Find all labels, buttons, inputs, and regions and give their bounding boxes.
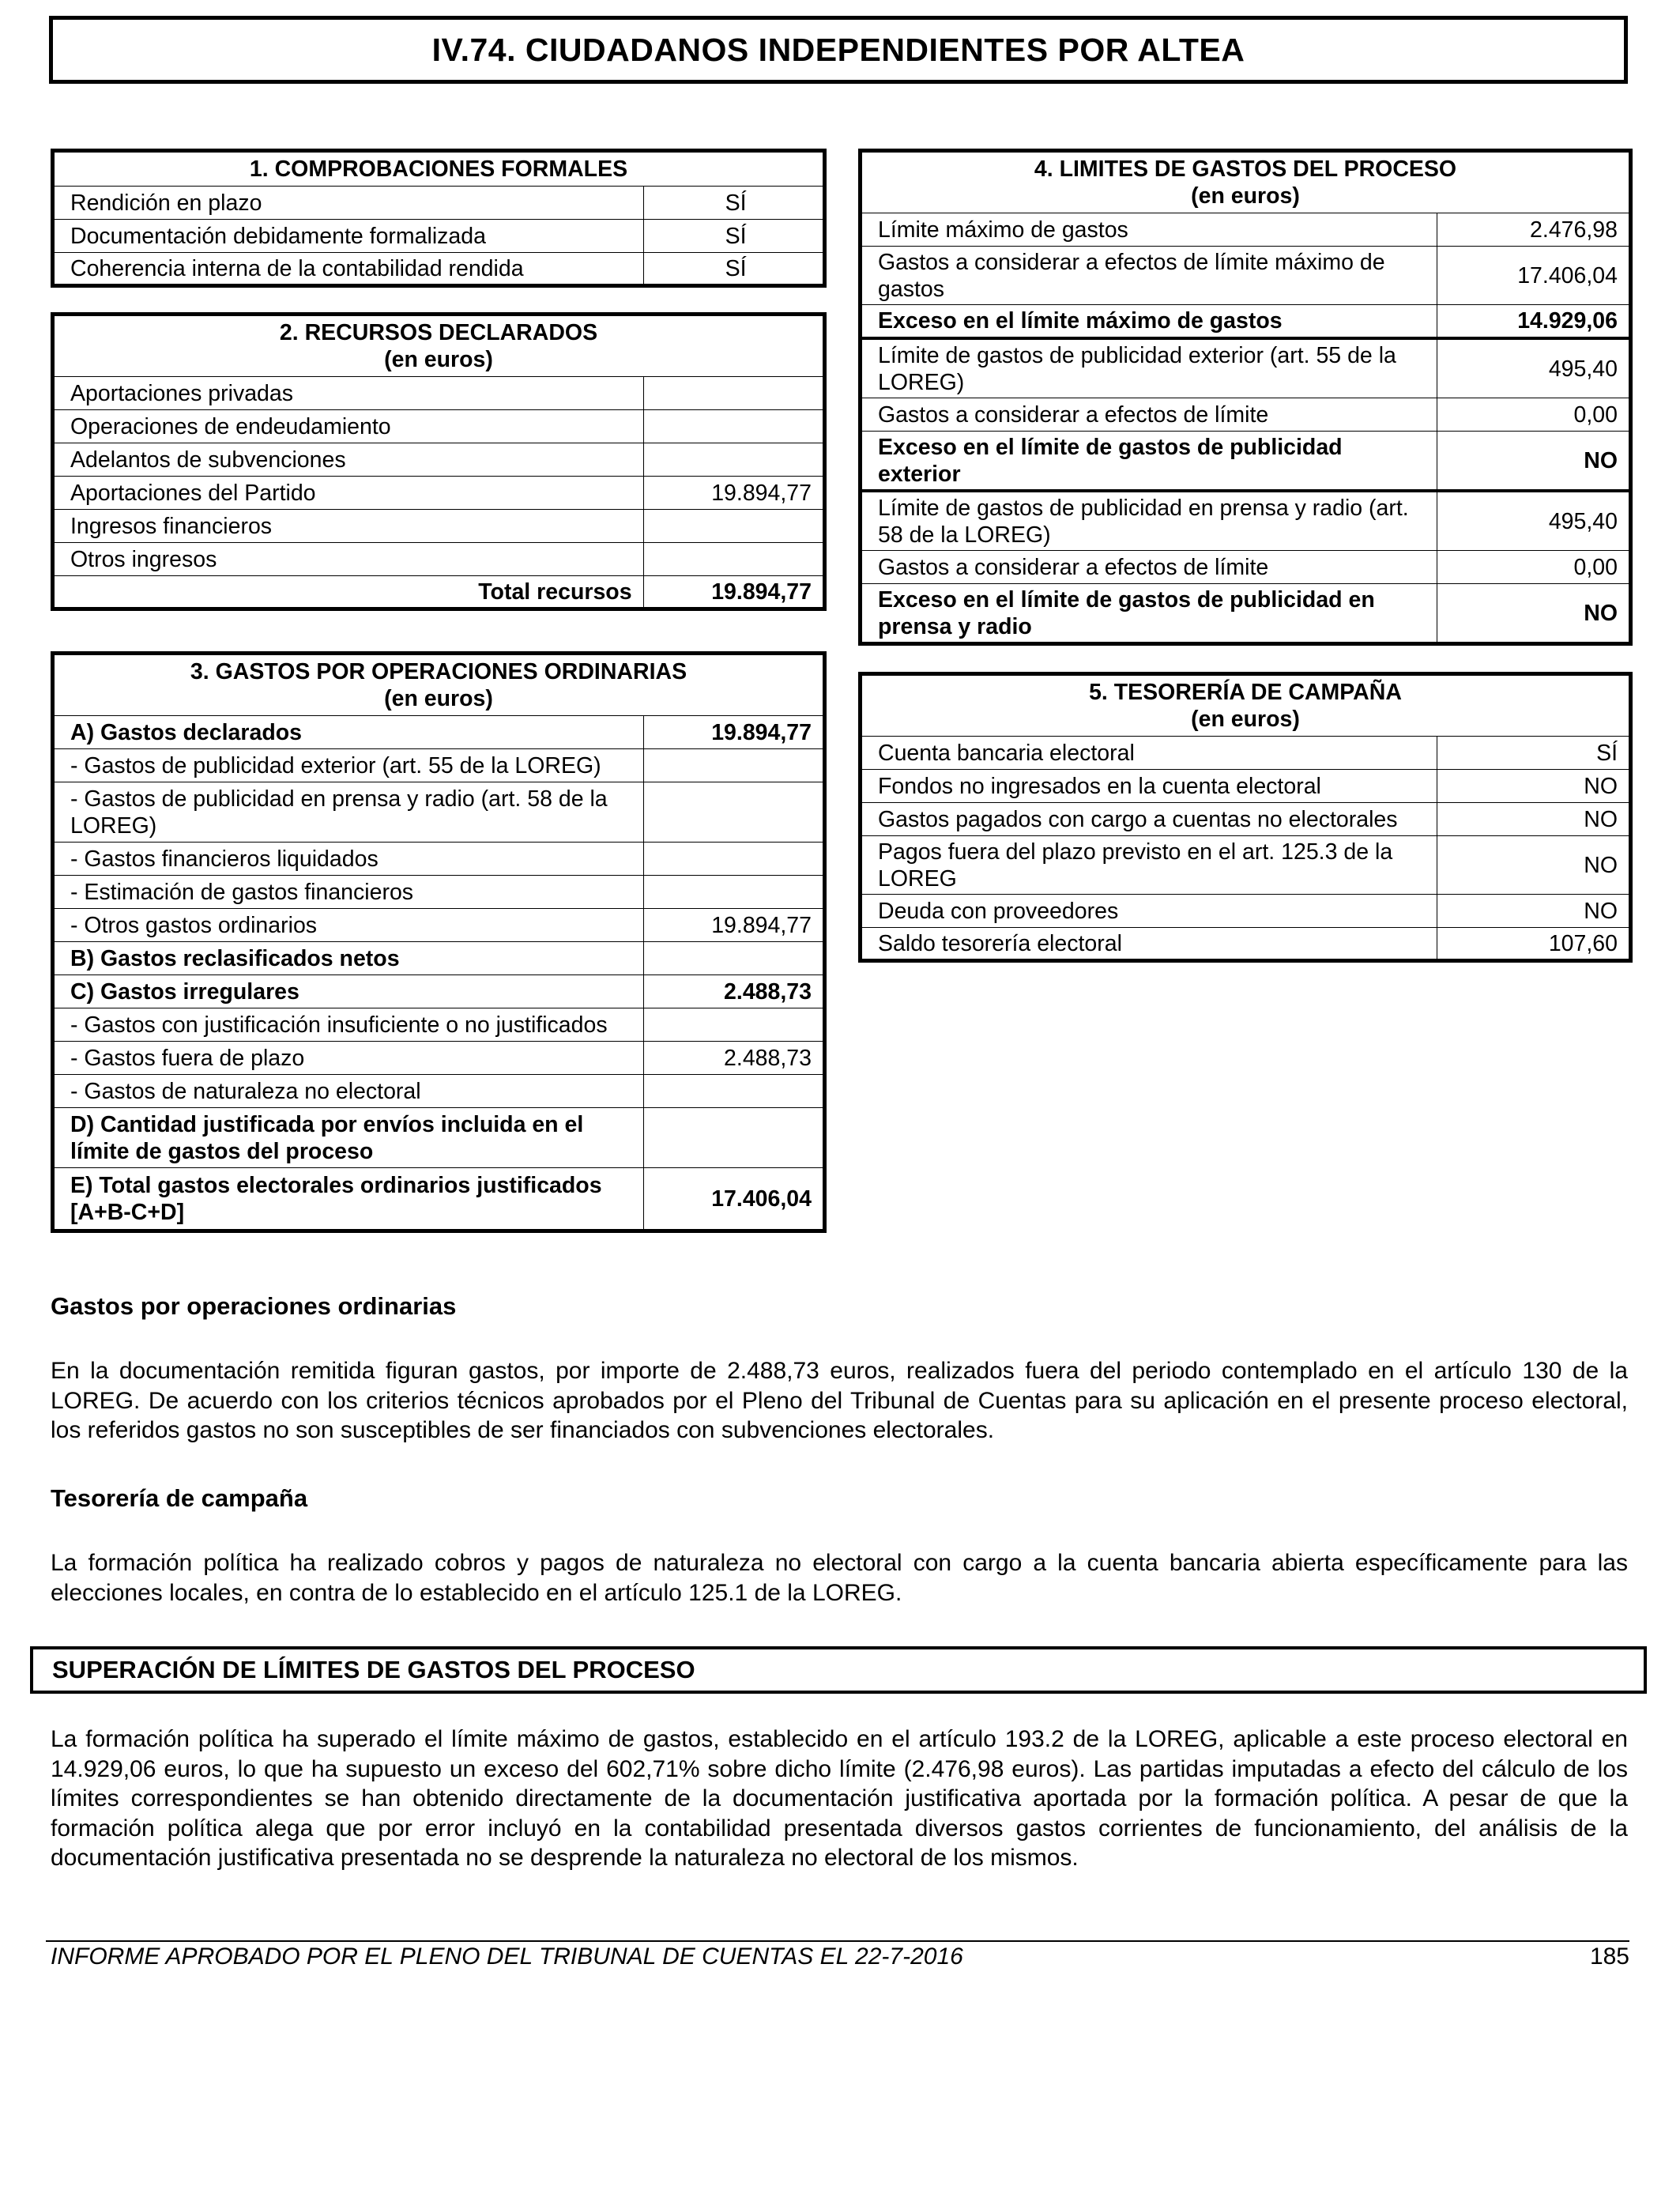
table-row: A) Gastos declarados 19.894,77 (53, 716, 825, 749)
table-row: Ingresos financieros (53, 510, 825, 543)
table-row: Pagos fuera del plazo previsto en el art. 125.3 de la LOREG NO (861, 836, 1631, 895)
table-row: D) Cantidad justificada por envíos incluida en el límite de gastos del proceso (53, 1108, 825, 1168)
table-row: B) Gastos reclasificados netos (53, 942, 825, 975)
table-row: - Estimación de gastos financieros (53, 876, 825, 909)
table-row: - Gastos con justificación insuficiente o no justificados (53, 1008, 825, 1042)
table-row: Gastos a considerar a efectos de límite 0,00 (861, 398, 1631, 431)
table-row: - Gastos de publicidad en prensa y radio (art. 58 de la LOREG) (53, 782, 825, 843)
expense-limits-table (858, 149, 1633, 646)
formal-checks-table (51, 149, 827, 288)
table-row: - Gastos de naturaleza no electoral (53, 1075, 825, 1108)
paragraph-limits-exceeded: La formación política ha superado el límite máximo de gastos, establecido en el artículo 193.2 de la LOREG, aplicable a este proceso electoral en 14.929,06 euros, lo que ha supuesto un exceso del 602,71% sobre dicho límite (2.476,98 euros). Las partidas imputadas a efecto del cálculo de los límites correspondientes se han obtenido directamente de la documentación justificativa aportada por la formación política. A pesar de que la formación política alega que por error incluyó en la contabilidad presentada diversos gastos corrientes de funcionamiento, del análisis de la documentación justificativa presentada no se desprende la naturaleza no electoral de los mismos. (51, 1726, 1628, 1871)
table-row: C) Gastos irregulares 2.488,73 (53, 975, 825, 1008)
table-title: 3. GASTOS POR OPERACIONES ORDINARIAS (en euros) (53, 654, 825, 716)
table-row: Límite de gastos de publicidad en prensa y radio (art. 58 de la LOREG) 495,40 (861, 491, 1631, 551)
table-row: Límite máximo de gastos 2.476,98 (861, 213, 1631, 247)
table-title: 1. COMPROBACIONES FORMALES (53, 151, 825, 187)
table-row: Aportaciones del Partido 19.894,77 (53, 477, 825, 510)
heading-campaign-treasury: Tesorería de campaña (51, 1484, 308, 1512)
table-row: Rendición en plazo SÍ (53, 187, 825, 220)
table-row: Adelantos de subvenciones (53, 443, 825, 477)
table-row: Otros ingresos (53, 543, 825, 576)
page-title: IV.74. CIUDADANOS INDEPENDIENTES POR ALTEA (49, 16, 1628, 84)
table-row: Saldo tesorería electoral 107,60 (861, 928, 1631, 961)
table-row: Deuda con proveedores NO (861, 895, 1631, 928)
footer-text: INFORME APROBADO POR EL PLENO DEL TRIBUNAL DE CUENTAS EL 22-7-2016 (51, 1943, 963, 1970)
total-row: Total recursos 19.894,77 (53, 576, 825, 609)
table-row: - Gastos financieros liquidados (53, 843, 825, 876)
table-row: Gastos a considerar a efectos de límite máximo de gastos 17.406,04 (861, 247, 1631, 305)
table-title: 2. RECURSOS DECLARADOS (en euros) (53, 315, 825, 377)
heading-ordinary-expenses: Gastos por operaciones ordinarias (51, 1292, 457, 1320)
table-row: Aportaciones privadas (53, 377, 825, 410)
table-row: Coherencia interna de la contabilidad rendida SÍ (53, 253, 825, 286)
paragraph-campaign-treasury: La formación política ha realizado cobros y pagos de naturaleza no electoral con cargo a la cuenta bancaria abierta específicamente para las elecciones locales, en contra de lo establecido en el artículo 125.1 de la LOREG. (51, 1550, 1628, 1606)
table-row: Exceso en el límite máximo de gastos 14.929,06 (861, 305, 1631, 338)
table-row: Gastos a considerar a efectos de límite 0,00 (861, 550, 1631, 583)
table-row: Gastos pagados con cargo a cuentas no electorales NO (861, 803, 1631, 836)
table-row: - Gastos fuera de plazo 2.488,73 (53, 1042, 825, 1075)
table-title: 5. TESORERÍA DE CAMPAÑA (en euros) (861, 674, 1631, 737)
table-row: Exceso en el límite de gastos de publicidad en prensa y radio NO (861, 583, 1631, 643)
table-row: Operaciones de endeudamiento (53, 410, 825, 443)
table-row: Cuenta bancaria electoral SÍ (861, 737, 1631, 770)
table-row: - Otros gastos ordinarios 19.894,77 (53, 909, 825, 942)
section-title: SUPERACIÓN DE LÍMITES DE GASTOS DEL PROCESO (30, 1646, 1647, 1694)
footer-divider (46, 1940, 1629, 1942)
table-row: Documentación debidamente formalizada SÍ (53, 220, 825, 253)
table-title: 4. LIMITES DE GASTOS DEL PROCESO (en euros) (861, 151, 1631, 213)
table-row: Límite de gastos de publicidad exterior (art. 55 de la LOREG) 495,40 (861, 338, 1631, 398)
table-row: Fondos no ingresados en la cuenta electoral NO (861, 770, 1631, 803)
table-row: E) Total gastos electorales ordinarios justificados [A+B-C+D] 17.406,04 (53, 1168, 825, 1231)
campaign-treasury-table (858, 672, 1633, 963)
page-number: 185 (1589, 1943, 1629, 1970)
ordinary-expenses-table (51, 651, 827, 1233)
table-row: - Gastos de publicidad exterior (art. 55 de la LOREG) (53, 749, 825, 782)
table-row: Exceso en el límite de gastos de publicidad exterior NO (861, 431, 1631, 491)
declared-resources-table (51, 312, 827, 611)
paragraph-ordinary-expenses: En la documentación remitida figuran gastos, por importe de 2.488,73 euros, realizados fuera del periodo contemplado en el artículo 130 de la LOREG. De acuerdo con los criterios técnicos aprobados por el Pleno del Tribunal de Cuentas para su aplicación en el presente proceso electoral, los referidos gastos no son susceptibles de ser financiados con subvenciones electorales. (51, 1358, 1628, 1443)
